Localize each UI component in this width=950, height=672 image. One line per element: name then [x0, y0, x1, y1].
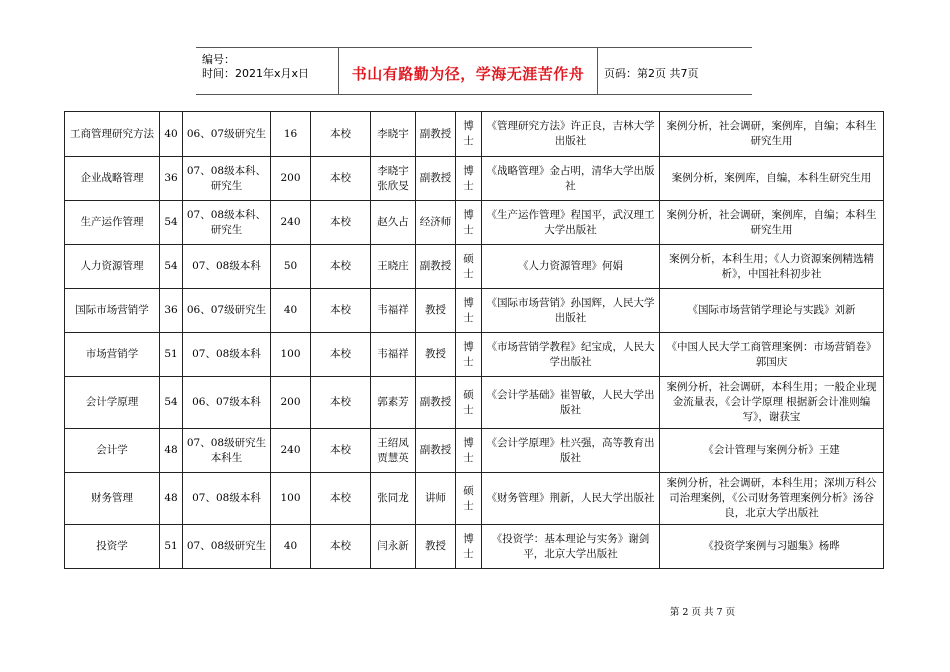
course-teacher-degree: 博士 — [456, 429, 482, 473]
course-name: 会计学原理 — [65, 377, 160, 429]
table-row — [65, 112, 884, 157]
course-location: 本校 — [311, 525, 371, 569]
course-target: 06、07级研究生 — [183, 289, 271, 333]
course-student-count: 200 — [271, 377, 311, 429]
course-student-count: 40 — [271, 289, 311, 333]
course-teacher-title: 教授 — [416, 333, 456, 377]
course-teacher-degree: 硕士 — [456, 473, 482, 525]
course-name: 投资学 — [65, 525, 160, 569]
course-teacher-title: 副教授 — [416, 112, 456, 157]
course-location: 本校 — [311, 429, 371, 473]
course-teacher: 闫永新 — [371, 525, 416, 569]
course-teacher-title: 教授 — [416, 289, 456, 333]
course-reference: 案例分析，本科生用；《人力资源案例精选精析》，中国社科初步社 — [660, 245, 884, 289]
table-row — [65, 245, 884, 289]
course-hours: 36 — [160, 157, 183, 201]
course-target: 07、08级本科、研究生 — [183, 157, 271, 201]
course-teacher-degree: 博士 — [456, 112, 482, 157]
table-row — [65, 201, 884, 245]
course-student-count: 50 — [271, 245, 311, 289]
course-hours: 54 — [160, 377, 183, 429]
course-hours: 40 — [160, 112, 183, 157]
course-teacher-title: 讲师 — [416, 473, 456, 525]
course-location: 本校 — [311, 377, 371, 429]
table-row — [65, 473, 884, 525]
course-student-count: 100 — [271, 473, 311, 525]
course-hours: 54 — [160, 245, 183, 289]
course-reference: 《投资学案例与习题集》杨晔 — [660, 525, 884, 569]
course-location: 本校 — [311, 157, 371, 201]
table-row — [65, 377, 884, 429]
course-name: 人力资源管理 — [65, 245, 160, 289]
course-student-count: 200 — [271, 157, 311, 201]
document-number-label: 编号： — [202, 53, 235, 66]
course-location: 本校 — [311, 473, 371, 525]
course-location: 本校 — [311, 245, 371, 289]
course-textbook: 《会计学原理》杜兴强，高等教育出版社 — [482, 429, 660, 473]
course-table — [64, 111, 884, 569]
course-teacher-degree: 博士 — [456, 201, 482, 245]
course-reference: 《中国人民大学工商管理案例：市场营销卷》郭国庆 — [660, 333, 884, 377]
course-target: 07、08级本科、研究生 — [183, 201, 271, 245]
course-textbook: 《会计学基础》崔智敏，人民大学出版社 — [482, 377, 660, 429]
header-page-code-cell — [598, 48, 752, 94]
course-teacher-title: 副教授 — [416, 377, 456, 429]
course-teacher-degree: 硕士 — [456, 245, 482, 289]
course-teacher: 郭素芳 — [371, 377, 416, 429]
course-student-count: 240 — [271, 429, 311, 473]
course-hours: 51 — [160, 333, 183, 377]
course-reference: 《国际市场营销学理论与实践》刘新 — [660, 289, 884, 333]
course-teacher-degree: 硕士 — [456, 377, 482, 429]
course-target: 06、07级本科 — [183, 377, 271, 429]
course-hours: 48 — [160, 429, 183, 473]
course-teacher: 赵久占 — [371, 201, 416, 245]
course-teacher-title: 副教授 — [416, 429, 456, 473]
course-name: 会计学 — [65, 429, 160, 473]
course-teacher-title: 经济师 — [416, 201, 456, 245]
course-teacher: 韦福祥 — [371, 333, 416, 377]
course-teacher: 韦福祥 — [371, 289, 416, 333]
course-teacher-degree: 博士 — [456, 289, 482, 333]
course-location: 本校 — [311, 333, 371, 377]
course-textbook: 《财务管理》荆新，人民大学出版社 — [482, 473, 660, 525]
course-location: 本校 — [311, 112, 371, 157]
course-teacher-title: 副教授 — [416, 245, 456, 289]
course-target: 07、08级研究生 — [183, 525, 271, 569]
course-teacher-title: 教授 — [416, 525, 456, 569]
course-hours: 48 — [160, 473, 183, 525]
header-motto: 书山有路勤为径，学海无涯苦作舟 — [351, 65, 585, 83]
page-header — [196, 47, 752, 95]
course-student-count: 40 — [271, 525, 311, 569]
course-name: 工商管理研究方法 — [65, 112, 160, 157]
table-row — [65, 157, 884, 201]
course-student-count: 16 — [271, 112, 311, 157]
course-teacher: 李晓宇 张欣旻 — [371, 157, 416, 201]
table-row — [65, 333, 884, 377]
table-row — [65, 289, 884, 333]
course-target: 06、07级研究生 — [183, 112, 271, 157]
course-name: 国际市场营销学 — [65, 289, 160, 333]
course-name: 企业战略管理 — [65, 157, 160, 201]
course-teacher: 李晓宇 — [371, 112, 416, 157]
course-target: 07、08级研究生本科生 — [183, 429, 271, 473]
course-name: 财务管理 — [65, 473, 160, 525]
course-textbook: 《国际市场营销》孙国辉，人民大学出版社 — [482, 289, 660, 333]
course-teacher-title: 副教授 — [416, 157, 456, 201]
course-reference: 案例分析，社会调研，案例库，自编；本科生研究生用 — [660, 112, 884, 157]
course-reference: 案例分析，案例库，自编，本科生研究生用 — [660, 157, 884, 201]
course-teacher-degree: 博士 — [456, 525, 482, 569]
header-page-code: 页码：第2页 共7页 — [604, 67, 699, 80]
course-student-count: 240 — [271, 201, 311, 245]
course-target: 07、08级本科 — [183, 473, 271, 525]
course-student-count: 100 — [271, 333, 311, 377]
course-teacher-degree: 博士 — [456, 333, 482, 377]
course-reference: 案例分析，社会调研，本科生用；深圳万科公司治理案例，《公司财务管理案例分析》汤谷良，北京大学出版社 — [660, 473, 884, 525]
course-reference: 《会计管理与案例分析》王建 — [660, 429, 884, 473]
course-reference: 案例分析，社会调研，本科生用；一般企业现金流量表，《会计学原理 根据新会计准则编写》，谢获宝 — [660, 377, 884, 429]
course-hours: 36 — [160, 289, 183, 333]
course-target: 07、08级本科 — [183, 245, 271, 289]
course-location: 本校 — [311, 289, 371, 333]
course-teacher-degree: 博士 — [456, 157, 482, 201]
course-hours: 54 — [160, 201, 183, 245]
header-motto-cell — [339, 48, 598, 94]
course-textbook: 《管理研究方法》许正良，吉林大学出版社 — [482, 112, 660, 157]
course-location: 本校 — [311, 201, 371, 245]
course-reference: 案例分析，社会调研，案例库，自编；本科生研究生用 — [660, 201, 884, 245]
course-target: 07、08级本科 — [183, 333, 271, 377]
page-footer: 第 2 页 共 7 页 — [669, 607, 736, 618]
header-meta — [196, 48, 339, 94]
course-textbook: 《投资学：基本理论与实务》谢剑平，北京大学出版社 — [482, 525, 660, 569]
course-name: 生产运作管理 — [65, 201, 160, 245]
course-textbook: 《生产运作管理》程国平，武汉理工大学出版社 — [482, 201, 660, 245]
document-time-label: 时间：2021年x月x日 — [202, 67, 310, 80]
course-name: 市场营销学 — [65, 333, 160, 377]
table-row — [65, 525, 884, 569]
course-teacher: 王绍凤 贾慧英 — [371, 429, 416, 473]
course-teacher: 张同龙 — [371, 473, 416, 525]
course-hours: 51 — [160, 525, 183, 569]
course-teacher: 王晓庄 — [371, 245, 416, 289]
course-textbook: 《人力资源管理》何娟 — [482, 245, 660, 289]
course-textbook: 《战略管理》金占明，清华大学出版社 — [482, 157, 660, 201]
course-textbook: 《市场营销学教程》纪宝成，人民大学出版社 — [482, 333, 660, 377]
table-row — [65, 429, 884, 473]
